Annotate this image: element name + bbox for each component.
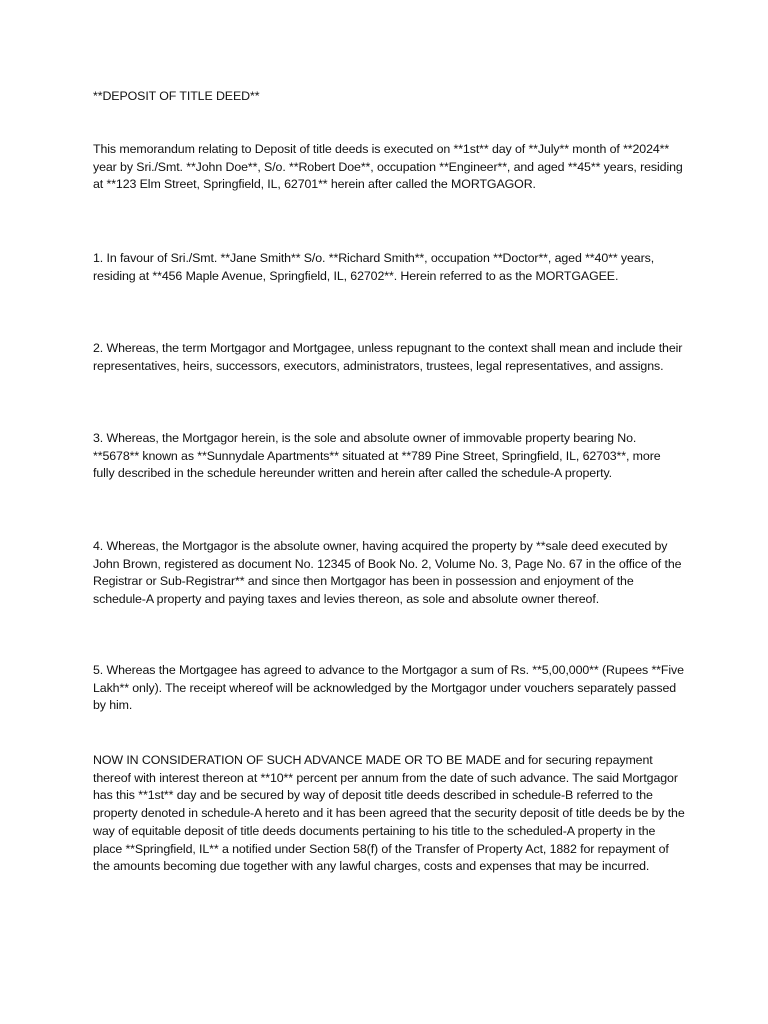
clause-1-paragraph: 1. In favour of Sri./Smt. **Jane Smith** S/o. **Richard Smith**, occupation **Doctor**, aged **40** years, residing at **456 Maple Avenue, Springfield, IL, 62702**. Herein referred to as the MORTGAGEE. — [93, 251, 655, 283]
document-title: **DEPOSIT OF TITLE DEED** — [93, 89, 260, 103]
clause-5-paragraph: 5. Whereas the Mortgagee has agreed to advance to the Mortgagor a sum of Rs. **5,00,000** (Rupees **Five Lakh** only). The receipt whereof will be acknowledged by the Mortgagor under vouchers separately passed by him. — [93, 663, 684, 713]
consideration-paragraph: NOW IN CONSIDERATION OF SUCH ADVANCE MADE OR TO BE MADE and for securing repayment thereof with interest thereon at **10** percent per annum from the date of such advance. The said Mortgagor has this **1st** day and be secured by way of deposit title deeds described in schedule-B referred to the property denoted in schedule-A hereto and it has been agreed that the security deposit of title deeds be by the way of equitable deposit of title deeds documents pertaining to his title to the scheduled-A property in the place **Springfield, IL** a notified under Section 58(f) of the Transfer of Property Act, 1882 for repayment of the amounts becoming due together with any lawful charges, costs and expenses that may be incurred. — [93, 753, 685, 874]
clause-4-paragraph: 4. Whereas, the Mortgagor is the absolute owner, having acquired the property by **sale deed executed by John Brown, registered as document No. 12345 of Book No. 2, Volume No. 3, Page No. 67 in the office of the Registrar or Sub-Registrar** and since then Mortgagor has been in possession and enjoyment of the schedule-A property and paying taxes and levies thereon, as sole and absolute owner thereof. — [93, 539, 682, 607]
intro-paragraph: This memorandum relating to Deposit of title deeds is executed on **1st** day of **July** month of **2024** year by Sri./Smt. **John Doe**, S/o. **Robert Doe**, occupation **Engineer**, and aged **45** years, residing at **123 Elm Street, Springfield, IL, 62701** herein after called the MORTGAGOR. — [93, 142, 683, 192]
clause-3-paragraph: 3. Whereas, the Mortgagor herein, is the sole and absolute owner of immovable property bearing No. **5678** known as **Sunnydale Apartments** situated at **789 Pine Street, Springfield, IL, 62703**, more fully described in the schedule hereunder written and herein after called the schedule-A property. — [93, 431, 661, 481]
clause-2-paragraph: 2. Whereas, the term Mortgagor and Mortgagee, unless repugnant to the context shall mean and include their representatives, heirs, successors, executors, administrators, trustees, legal representatives, and assigns. — [93, 341, 683, 373]
